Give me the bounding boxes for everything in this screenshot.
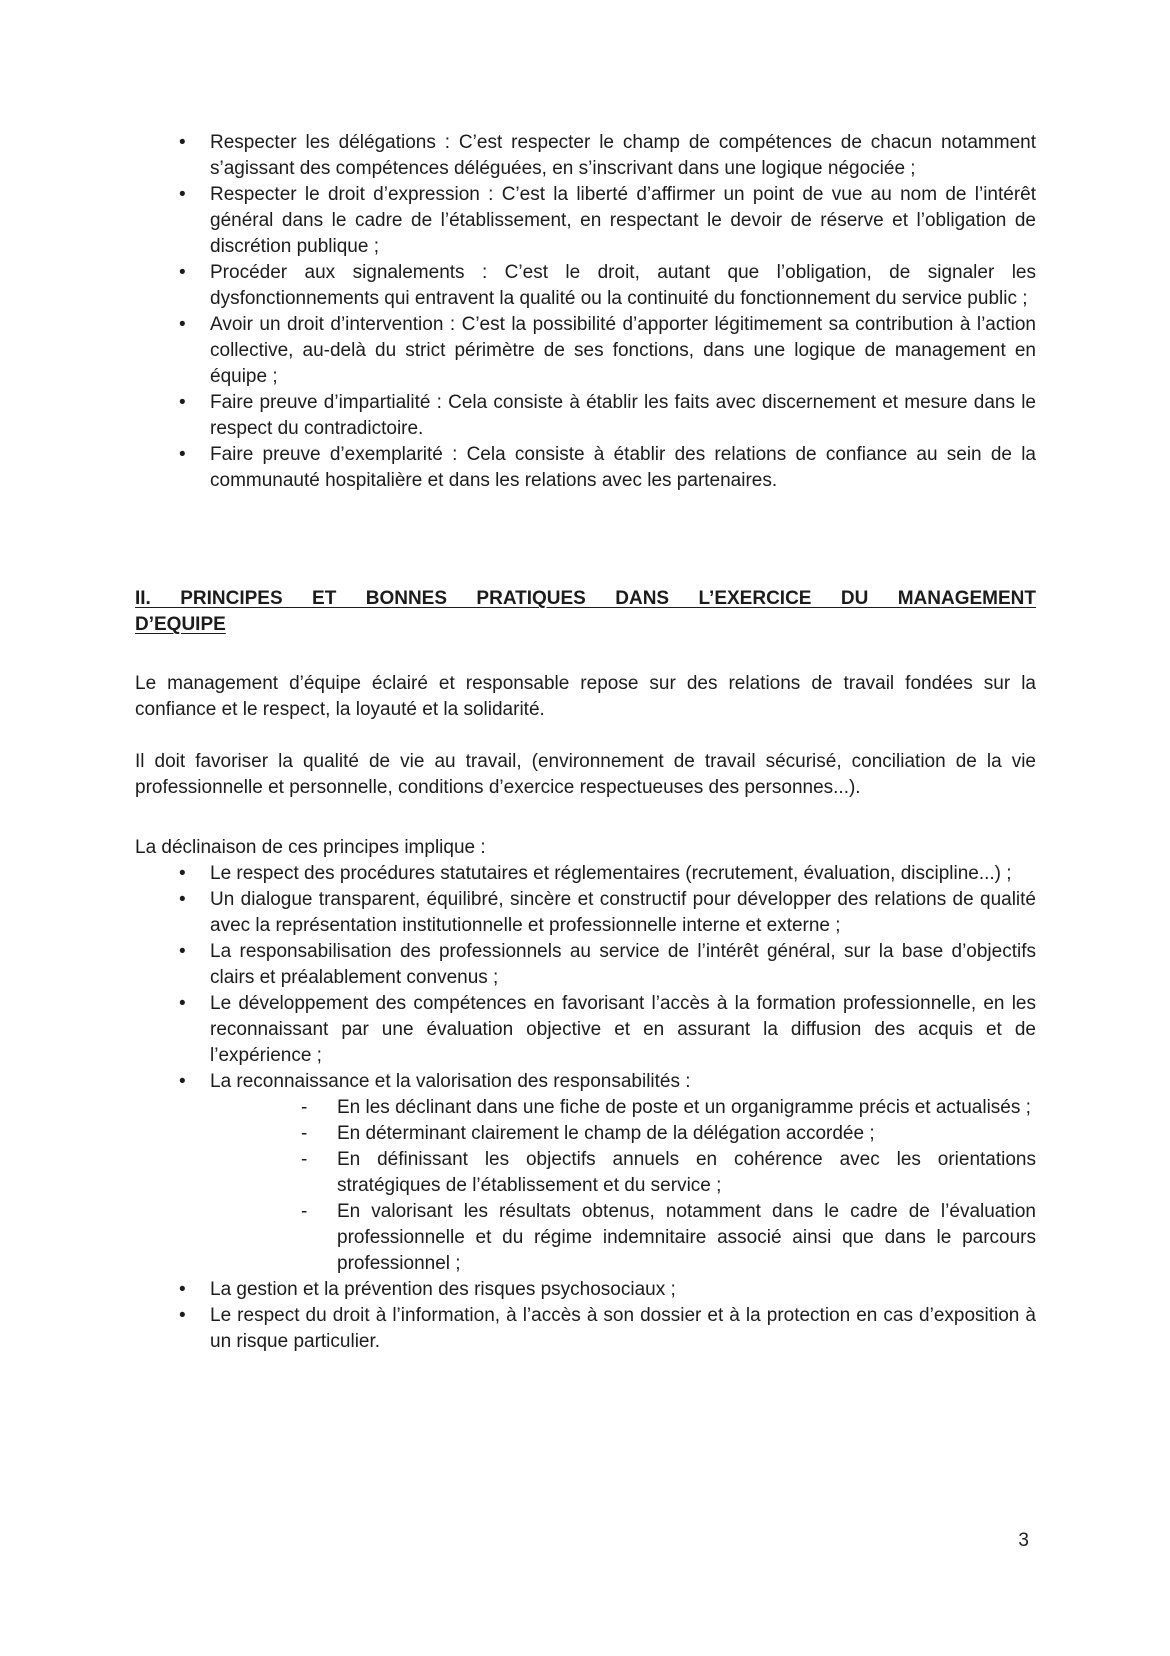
dash-marker: -	[301, 1149, 308, 1170]
dash-marker: -	[301, 1097, 308, 1118]
list-item	[135, 887, 1036, 939]
dash-marker: -	[301, 1201, 308, 1222]
list-item	[135, 1277, 1036, 1303]
list-item-text: Faire preuve d’impartialité : Cela consiste à établir les faits avec discernement et mesure dans le respect du contradictoire.	[210, 392, 1036, 439]
section-heading-line: II. PRINCIPES ET BONNES PRATIQUES DANS L’EXERCICE DU MANAGEMENT	[135, 588, 1036, 609]
list-item-text: Faire preuve d’exemplarité : Cela consiste à établir des relations de confiance au sein de la communauté hospitalière et dans les relations avec les partenaires.	[210, 444, 1036, 491]
list-item	[135, 1303, 1036, 1355]
bullet-marker: •	[179, 184, 186, 205]
bullet-marker: •	[179, 863, 186, 884]
list-item-text: La responsabilisation des professionnels au service de l’intérêt général, sur la base d’objectifs clairs et préalablement convenus ;	[210, 941, 1036, 988]
list-item-text: Avoir un droit d’intervention : C’est la possibilité d’apporter légitimement sa contribution à l’action collective, au-delà du strict périmètre de ses fonctions, dans une logique de management en équipe ;	[210, 314, 1036, 387]
list-item-text: Procéder aux signalements : C’est le droit, autant que l’obligation, de signaler les dysfonctionnements qui entravent la qualité ou la continuité du fonctionnement du service public ;	[210, 262, 1036, 309]
list-item-text: Le respect des procédures statutaires et réglementaires (recrutement, évaluation, discipline...) ;	[210, 863, 1012, 884]
sub-bullet-list	[135, 1095, 1036, 1277]
sub-list-item-text: En valorisant les résultats obtenus, notamment dans le cadre de l’évaluation professionnelle et du régime indemnitaire associé ainsi que dans le parcours professionnel ;	[337, 1201, 1036, 1274]
dash-marker: -	[301, 1123, 308, 1144]
list-item	[135, 861, 1036, 887]
page-number: 3	[1018, 1530, 1029, 1551]
paragraph: Le management d’équipe éclairé et responsable repose sur des relations de travail fondées sur la confiance et le respect, la loyauté et la solidarité.	[135, 673, 1036, 720]
bullet-marker: •	[179, 444, 186, 465]
list-item	[135, 312, 1036, 390]
list-item	[135, 390, 1036, 442]
list-item-text: Respecter les délégations : C’est respecter le champ de compétences de chacun notamment s’agissant des compétences déléguées, en s’inscrivant dans une logique négociée ;	[210, 132, 1036, 179]
bullet-marker: •	[179, 941, 186, 962]
bullet-marker: •	[179, 132, 186, 153]
principles-bullet-list	[135, 861, 1036, 1355]
list-item-text: La reconnaissance et la valorisation des responsabilités :	[210, 1071, 691, 1092]
intro-bullet-list	[135, 130, 1036, 494]
section-heading	[135, 586, 1036, 638]
list-item-text: Le respect du droit à l’information, à l’accès à son dossier et à la protection en cas d’exposition à un risque particulier.	[210, 1305, 1036, 1352]
list-item	[135, 130, 1036, 182]
paragraph: Il doit favoriser la qualité de vie au travail, (environnement de travail sécurisé, conciliation de la vie professionnelle et personnelle, conditions d’exercice respectueuses des personnes...).	[135, 751, 1036, 798]
bullet-marker: •	[179, 392, 186, 413]
bullet-marker: •	[179, 1071, 186, 1092]
list-item	[135, 1069, 1036, 1095]
bullet-marker: •	[179, 993, 186, 1014]
sub-list-item-text: En les déclinant dans une fiche de poste et un organigramme précis et actualisés ;	[337, 1097, 1031, 1118]
list-item	[135, 260, 1036, 312]
bullet-marker: •	[179, 314, 186, 335]
list-item-text: Respecter le droit d’expression : C’est la liberté d’affirmer un point de vue au nom de l’intérêt général dans le cadre de l’établissement, en respectant le devoir de réserve et l’obligation de discrétion publique ;	[210, 184, 1036, 257]
list-item	[135, 182, 1036, 260]
bullet-marker: •	[179, 1305, 186, 1326]
bullet-marker: •	[179, 262, 186, 283]
list-item	[135, 991, 1036, 1069]
section-heading-line: D’EQUIPE	[135, 614, 226, 635]
list-item-text: Un dialogue transparent, équilibré, sincère et constructif pour développer des relations de qualité avec la représentation institutionnelle et professionnelle interne et externe ;	[210, 889, 1036, 936]
sub-list-item	[135, 1095, 1036, 1121]
list-item-text: Le développement des compétences en favorisant l’accès à la formation professionnelle, en les reconnaissant par une évaluation objective et en assurant la diffusion des acquis et de l’expérience ;	[210, 993, 1036, 1066]
sub-list-item-text: En déterminant clairement le champ de la délégation accordée ;	[337, 1123, 875, 1144]
bullet-marker: •	[179, 889, 186, 910]
sub-list-item	[135, 1121, 1036, 1147]
list-item	[135, 442, 1036, 494]
sub-list-item	[135, 1147, 1036, 1199]
list-item	[135, 939, 1036, 991]
document-page	[135, 130, 1036, 1355]
paragraph: La déclinaison de ces principes implique :	[135, 837, 486, 858]
sub-list-item-text: En définissant les objectifs annuels en cohérence avec les orientations stratégiques de l’établissement et du service ;	[337, 1149, 1036, 1196]
sub-list-item	[135, 1199, 1036, 1277]
list-item-text: La gestion et la prévention des risques psychosociaux ;	[210, 1279, 676, 1300]
bullet-marker: •	[179, 1279, 186, 1300]
